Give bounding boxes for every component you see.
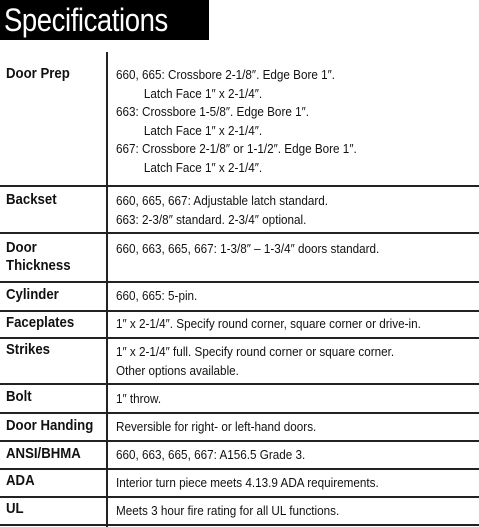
spec-row-faceplates <box>0 311 479 337</box>
spec-value <box>116 287 197 306</box>
spec-label-line: Thickness <box>6 257 71 274</box>
spec-line: Interior turn piece meets 4.13.9 ADA requirements. <box>116 475 379 490</box>
spec-label <box>6 239 71 275</box>
spec-row-door-handing <box>0 413 479 440</box>
spec-label-line: Door <box>6 239 37 256</box>
spec-value <box>116 192 328 229</box>
spec-line: Latch Face 1″ x 2-1/4″. <box>143 159 263 175</box>
spec-label: Backset <box>6 191 57 208</box>
spec-row-cylinder <box>0 282 479 310</box>
spec-row-door-prep <box>0 52 479 185</box>
spec-line: 660, 665, 667: Adjustable latch standard. <box>116 193 329 208</box>
spec-line: 667: Crossbore 2-1/8″ or 1-1/2″. Edge Bore 1″. <box>116 141 357 156</box>
spec-row-backset <box>0 186 479 232</box>
spec-row-bolt <box>0 384 479 412</box>
spec-line: Latch Face 1″ x 2-1/4″. <box>143 85 263 101</box>
spec-label: ANSI/BHMA <box>6 445 81 462</box>
spec-label: Cylinder <box>6 286 59 303</box>
spec-line: 660, 665: Crossbore 2-1/8″. Edge Bore 1″. <box>116 67 336 82</box>
spec-label: Strikes <box>6 341 51 358</box>
spec-row-ansi-bhma <box>0 441 479 468</box>
spec-line: 1″ x 2-1/4″. Specify round corner, square corner or drive-in. <box>116 316 421 331</box>
spec-label: Bolt <box>6 388 32 405</box>
spec-label: ADA <box>6 472 35 489</box>
spec-value <box>116 502 339 521</box>
spec-value <box>116 240 379 259</box>
spec-value <box>116 446 305 465</box>
spec-line: Meets 3 hour fire rating for all UL functions. <box>116 503 340 518</box>
spec-line: 1″ x 2-1/4″ full. Specify round corner or square corner. <box>116 344 395 359</box>
spec-value <box>116 315 421 334</box>
spec-value <box>116 66 357 177</box>
row-divider <box>0 524 479 526</box>
spec-line: Other options available. <box>116 362 239 378</box>
spec-label: Door Prep <box>6 65 70 82</box>
spec-line: 660, 665: 5-pin. <box>116 288 198 303</box>
spec-label: Door Handing <box>6 417 94 434</box>
title-banner <box>0 0 209 40</box>
spec-line: 663: Crossbore 1-5/8″. Edge Bore 1″. <box>116 104 309 119</box>
spec-row-strikes <box>0 338 479 383</box>
spec-label: Faceplates <box>6 314 75 331</box>
spec-value <box>116 390 161 409</box>
spec-row-ada <box>0 469 479 496</box>
spec-line: 1″ throw. <box>116 391 162 406</box>
spec-value <box>116 474 379 493</box>
spec-label: UL <box>6 500 24 517</box>
spec-line: 660, 663, 665, 667: A156.5 Grade 3. <box>116 447 306 462</box>
spec-line: Reversible for right- or left-hand doors. <box>116 419 317 434</box>
spec-value <box>116 418 316 437</box>
spec-line: 663: 2-3/8″ standard. 2-3/4″ optional. <box>116 211 307 227</box>
spec-value <box>116 343 394 380</box>
spec-row-door-thickness <box>0 233 479 281</box>
page-title: Specifications <box>4 2 168 38</box>
spec-line: 660, 663, 665, 667: 1-3/8″ – 1-3/4″ doors standard. <box>116 241 380 256</box>
spec-row-ul <box>0 497 479 524</box>
spec-line: Latch Face 1″ x 2-1/4″. <box>143 122 263 138</box>
